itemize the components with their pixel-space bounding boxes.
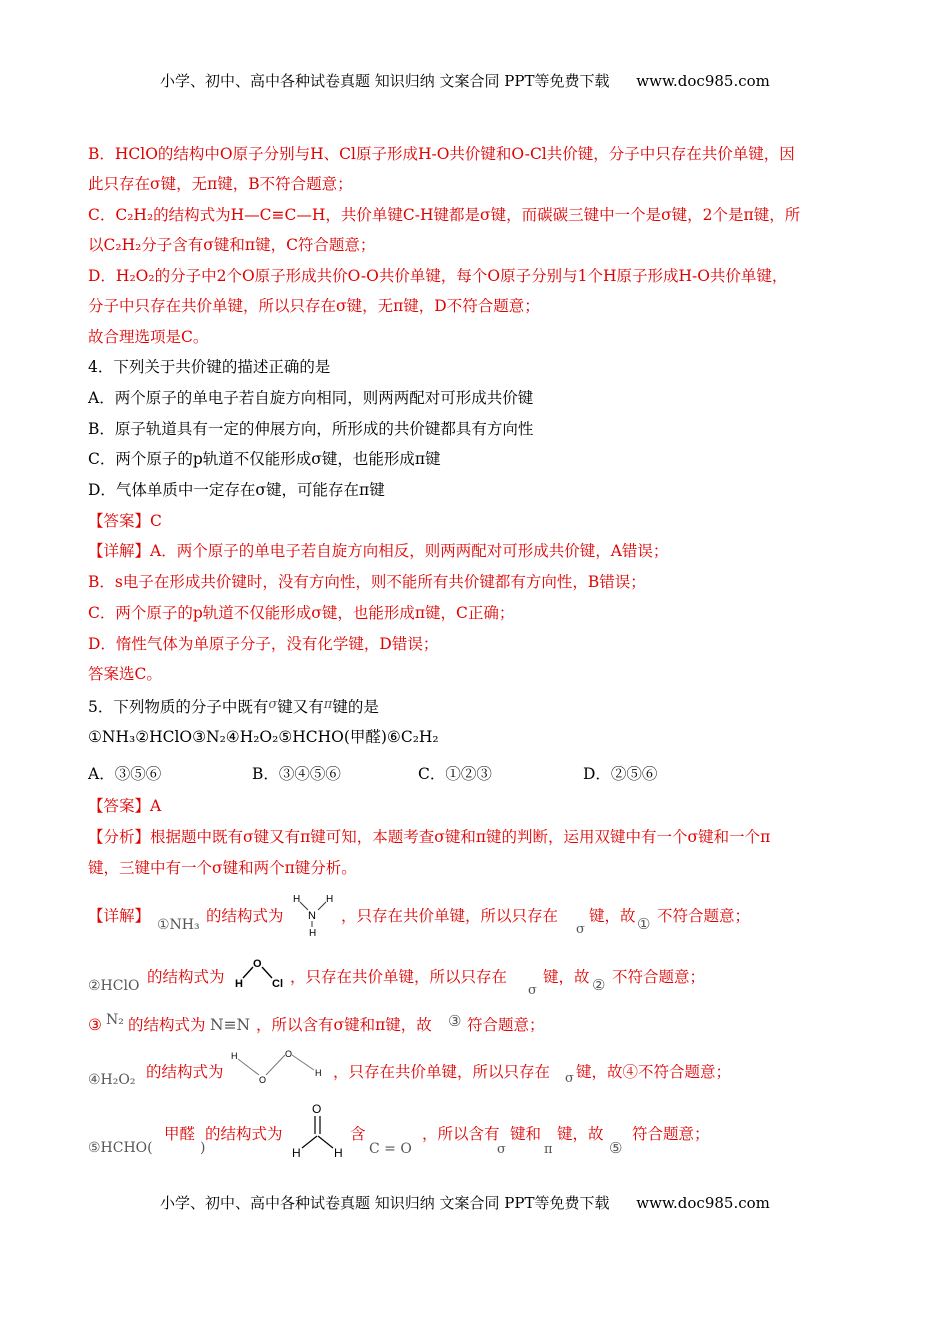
- prev-d-line1: D．H₂O₂的分子中2个O原子形成共价O-O共价单键，每个O原子分别与1个H原子形成H-O共价单键，: [88, 267, 788, 285]
- footer-text: 小学、初中、高中各种试卷真题 知识归纳 文案合同 PPT等免费下载: [160, 1194, 610, 1212]
- prev-d-line2: 分子中只存在共价单键，所以只存在σ键，无π键，D不符合题意；: [88, 297, 540, 315]
- nh3-n: N: [308, 910, 316, 922]
- q5-r5-name: 甲醛: [164, 1125, 196, 1143]
- page-footer: [160, 1192, 770, 1213]
- q5-analysis-line2: 键，三键中有一个σ键和两个π键分析。: [88, 859, 357, 877]
- q4-option-a: A．两个原子的单电子若自旋方向相同，则两两配对可形成共价键: [88, 389, 534, 407]
- q5-r5-pi: π: [544, 1142, 553, 1157]
- q5-analysis-line1: [88, 827, 770, 847]
- q4-answer-tag: 【答案】: [88, 512, 151, 530]
- q4-answer-value: C: [150, 512, 162, 530]
- q5-answer-value: A: [150, 797, 162, 815]
- header-text: 小学、初中、高中各种试卷真题 知识归纳 文案合同 PPT等免费下载: [160, 72, 610, 90]
- h2o2-h-right: H: [315, 1068, 322, 1078]
- q5-r5-text-f: 符合题意；: [632, 1125, 710, 1143]
- q5-r5-sigma: σ: [497, 1142, 506, 1157]
- q5-r5-num: ⑤: [609, 1139, 623, 1157]
- q4-option-d: D．气体单质中一定存在σ键，可能存在π键: [88, 481, 385, 499]
- q5-r5-text-d: 键和: [510, 1125, 542, 1143]
- q5-analysis-tag: 【分析】: [88, 828, 151, 846]
- q5-r4-text-b: ，只存在共价单键，所以只存在: [333, 1063, 551, 1081]
- q5-stem-pi: π: [323, 697, 333, 712]
- q5-answer-tag: 【答案】: [88, 797, 151, 815]
- prev-b-line2: 此只存在σ键，无π键，B不符合题意；: [88, 175, 353, 193]
- q5-r2-num: ②: [592, 976, 606, 994]
- q5-r1-formula: ①NH₃: [157, 917, 200, 933]
- q5-r5-text-e: 键，故: [557, 1125, 604, 1143]
- q5-r3-formula: N₂: [106, 1012, 124, 1028]
- q5-r2-sigma: σ: [528, 983, 537, 998]
- hclo-h: H: [235, 978, 243, 990]
- q4-option-b: B．原子轨道具有一定的伸展方向，所形成的共价键都具有方向性: [88, 420, 534, 438]
- hcho-o: O: [312, 1102, 322, 1116]
- q4-detail-a: [88, 541, 668, 561]
- prev-c-line2: 以C₂H₂分子含有σ键和π键，C符合题意；: [88, 236, 376, 254]
- hclo-cl: Cl: [272, 978, 283, 990]
- q5-r4-formula: ④H₂O₂: [88, 1072, 136, 1088]
- q5-r3-text-b: ，所以含有σ键和π键，故: [256, 1016, 432, 1034]
- q5-stem-sigma: σ: [268, 697, 278, 712]
- q5-r4-text-a: 的结构式为: [146, 1063, 224, 1081]
- q5-r2-text-b: ，只存在共价单键，所以只存在: [290, 968, 508, 986]
- q4-detail-b: B．s电子在形成共价键时，没有方向性，则不能所有共价键都有方向性，B错误；: [88, 573, 646, 591]
- q5-detail-tag: 【详解】: [88, 907, 151, 925]
- page-header: [160, 70, 770, 91]
- q5-r2-text-d: 不符合题意；: [612, 968, 706, 986]
- q5-stem-part3: 键的是: [332, 698, 379, 716]
- prev-b-line1: B．HClO的结构中O原子分别与H、Cl原子形成H-O共价键和O-Cl共价键，分子中只存在共价单键，因: [88, 145, 795, 163]
- q5-r3-prefix: ③: [88, 1016, 102, 1034]
- nh3-h-left: H: [293, 894, 301, 905]
- q5-r2-text-a: 的结构式为: [147, 968, 225, 986]
- hcho-h-right: H: [334, 1146, 343, 1160]
- q5-stem-part2: 键又有: [277, 698, 324, 716]
- q5-r5-text-c: ，所以含有: [422, 1125, 500, 1143]
- q5-items: ①NH₃②HClO③N₂④H₂O₂⑤HCHO(甲醛)⑥C₂H₂: [88, 728, 439, 746]
- h2o2-structure-image: [228, 1046, 328, 1086]
- q5-r4-sigma: σ: [565, 1071, 574, 1086]
- q5-r2-formula: ②HClO: [88, 978, 140, 994]
- q4-detail-a-text: A．两个原子的单电子若自旋方向相反，则两两配对可形成共价键，A错误；: [150, 542, 669, 560]
- q5-stem-part1: 5．下列物质的分子中既有: [88, 698, 269, 716]
- q5-r1-num: ①: [637, 915, 651, 933]
- q5-r3-text-a: 的结构式为: [128, 1016, 206, 1034]
- q5-r4-text-c: 键，故④不符合题意；: [576, 1063, 732, 1081]
- q5-r5-formula: ⑤HCHO(: [88, 1140, 153, 1156]
- q5-r1-text-a: 的结构式为: [206, 907, 284, 925]
- q5-r5-text-b: 含: [350, 1125, 366, 1143]
- q4-detail-c: C．两个原子的p轨道不仅能形成σ键，也能形成π键，C正确；: [88, 604, 515, 622]
- q5-stem: [88, 695, 379, 717]
- q5-option-a: A．③⑤⑥: [88, 765, 162, 783]
- q5-r5-text-a: 的结构式为: [205, 1125, 283, 1143]
- hclo-o: O: [253, 958, 262, 970]
- header-url[interactable]: www.doc985.com: [636, 72, 770, 90]
- prev-conclusion: 故合理选项是C。: [88, 328, 209, 346]
- q5-r3-num: ③: [448, 1012, 462, 1030]
- h2o2-o-right: O: [285, 1049, 293, 1059]
- q4-stem: 4．下列关于共价键的描述正确的是: [88, 358, 331, 376]
- q4-conclusion: 答案选C。: [88, 665, 162, 683]
- hclo-structure-image: [232, 955, 288, 991]
- q5-answer: [88, 796, 161, 816]
- q5-r2-text-c: 键，故: [543, 968, 590, 986]
- q5-r1-sigma: σ: [576, 922, 585, 937]
- q5-r3-structure: N≡N: [210, 1016, 251, 1034]
- q5-r1-text-b: ，只存在共价单键，所以只存在: [341, 907, 559, 925]
- q4-option-c: C．两个原子的p轨道不仅能形成σ键，也能形成π键: [88, 450, 441, 468]
- q4-detail-tag: 【详解】: [88, 542, 151, 560]
- nh3-h-bottom: H: [309, 928, 317, 939]
- q5-option-c: C．①②③: [418, 765, 492, 783]
- q5-option-b: B．③④⑤⑥: [252, 765, 341, 783]
- hcho-structure-image: [290, 1100, 346, 1160]
- q5-analysis-text1: 根据题中既有σ键又有π键可知，本题考查σ键和π键的判断，运用双键中有一个σ键和一个π: [150, 828, 771, 846]
- hcho-h-left: H: [292, 1146, 301, 1160]
- q5-r5-paren: ): [200, 1140, 206, 1156]
- footer-url[interactable]: www.doc985.com: [636, 1194, 770, 1212]
- q4-detail-d: D．惰性气体为单原子分子，没有化学键，D错误；: [88, 635, 439, 653]
- nh3-structure-image: [290, 888, 338, 940]
- q5-r3-text-c: 符合题意；: [467, 1016, 545, 1034]
- q5-r1-text-d: 不符合题意；: [657, 907, 751, 925]
- q5-option-d: D．②⑤⑥: [583, 765, 658, 783]
- h2o2-h-left: H: [231, 1051, 238, 1061]
- prev-c-line1: C．C₂H₂的结构式为H—C≡C—H，共价单键C-H键都是σ键，而碳碳三键中一个是σ键，2个是π键，所: [88, 206, 801, 224]
- q5-r5-co: C = O: [369, 1141, 412, 1157]
- q4-answer: [88, 511, 162, 531]
- h2o2-o-left: O: [259, 1075, 267, 1085]
- nh3-h-right: H: [326, 894, 334, 905]
- q5-r1-text-c: 键，故: [589, 907, 636, 925]
